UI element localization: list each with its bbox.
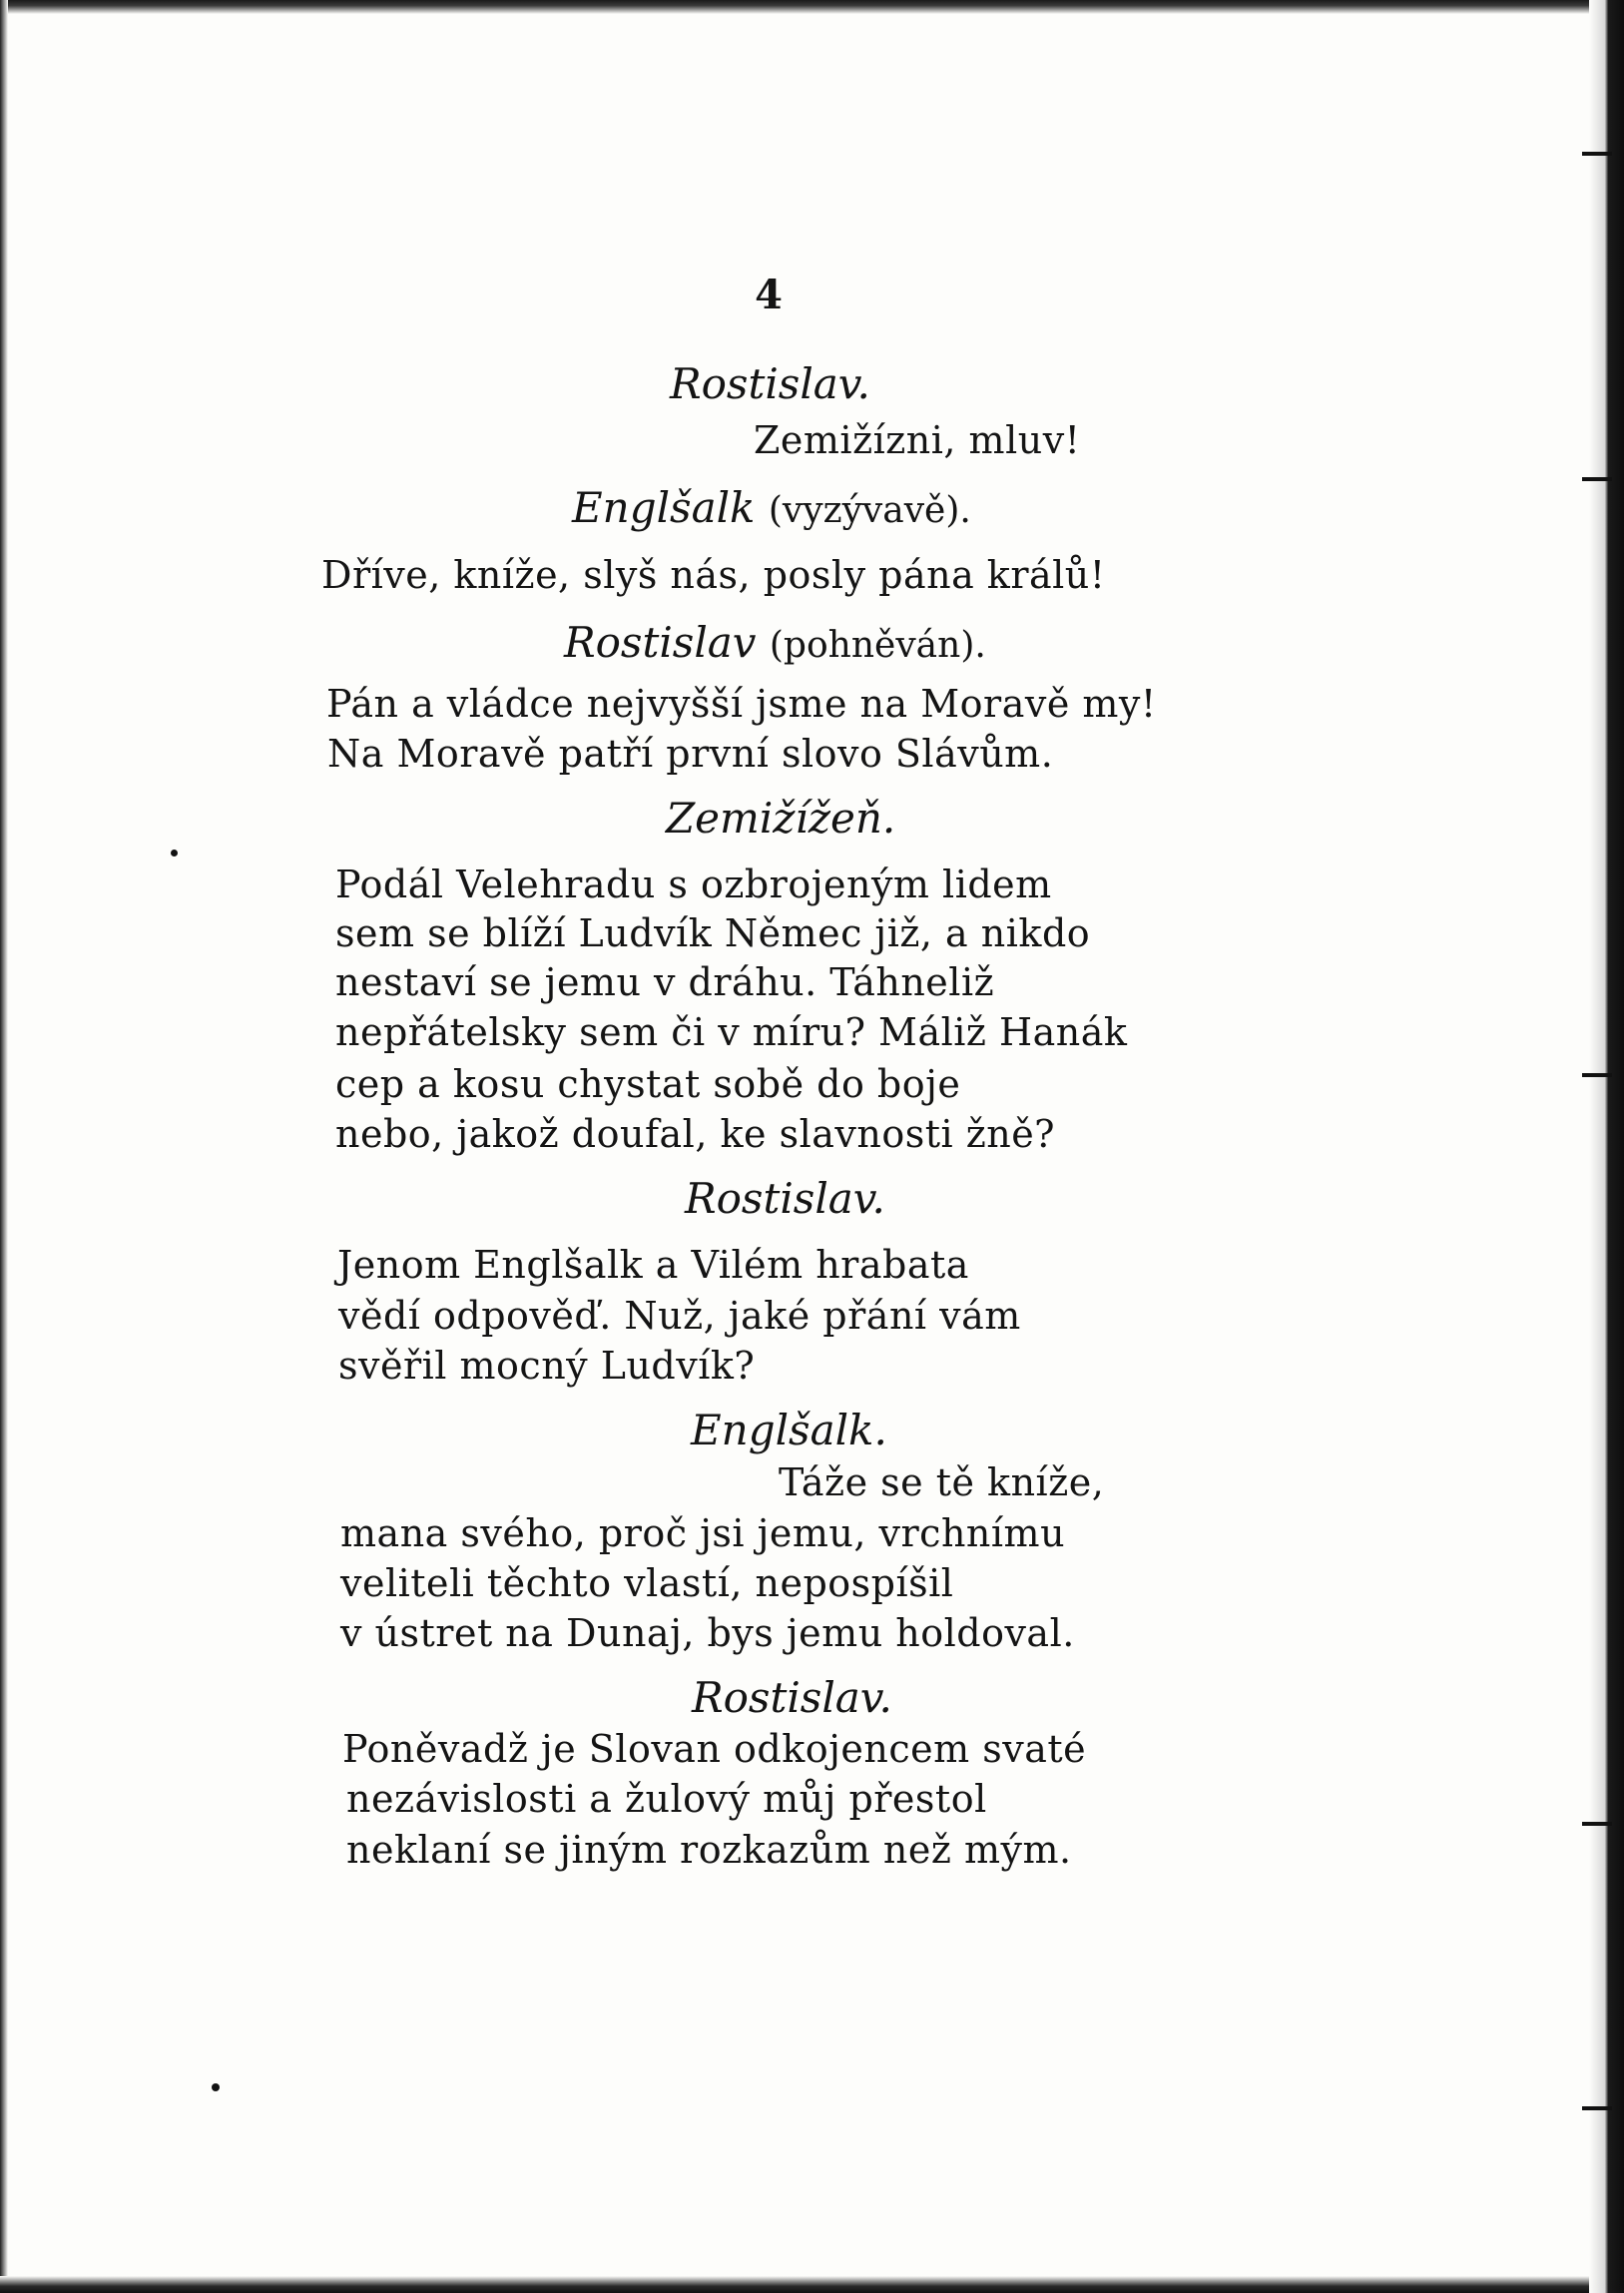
text-line: Zemižízni, mluv! xyxy=(754,418,1081,462)
text-line: svěřil mocný Ludvík? xyxy=(338,1344,756,1388)
text-line: nestaví se jemu v dráhu. Táhneliž xyxy=(335,960,995,1004)
binding-mark xyxy=(1582,1073,1612,1077)
text-line: vědí odpověď. Nuž, jaké přání vám xyxy=(338,1294,1021,1338)
speaker-name: Englšalk (vyzývavě). xyxy=(572,483,971,532)
text-line: nezávislosti a žulový můj přestol xyxy=(346,1777,987,1821)
speaker-name: Rostislav. xyxy=(685,1174,885,1223)
text-line: mana svého, proč jsi jemu, vrchnímu xyxy=(340,1511,1066,1555)
text-line: sem se blíží Ludvík Němec již, a nikdo xyxy=(335,911,1091,955)
text-line: Dříve, kníže, slyš nás, posly pána králů! xyxy=(321,553,1106,597)
text-line: neklaní se jiným rozkazům než mým. xyxy=(346,1828,1072,1872)
text-line: Poněvadž je Slovan odkojencem svaté xyxy=(342,1727,1087,1771)
speck xyxy=(171,850,178,857)
binding-mark xyxy=(1582,152,1612,156)
speaker-name: Rostislav. xyxy=(692,1673,892,1722)
speaker-name: Rostislav. xyxy=(670,359,870,408)
speaker-name: Rostislav (pohněván). xyxy=(564,618,986,667)
stage-direction: (pohněván). xyxy=(769,625,986,666)
speck xyxy=(212,2083,220,2091)
scan-edge-top xyxy=(0,0,1624,14)
text-line: veliteli těchto vlastí, nepospíšil xyxy=(340,1561,954,1605)
binding-mark xyxy=(1582,2106,1612,2110)
speaker-name: Zemižížeň. xyxy=(666,794,896,843)
text-line: Jenom Englšalk a Vilém hrabata xyxy=(337,1243,969,1287)
scan-edge-left xyxy=(0,0,8,2293)
speaker-name: Englšalk. xyxy=(691,1406,887,1454)
text-line: Podál Velehradu s ozbrojeným lidem xyxy=(335,862,1052,906)
text-line: Táže se tě kníže, xyxy=(779,1460,1105,1504)
page-number: 4 xyxy=(755,272,783,318)
binding-mark xyxy=(1582,477,1612,481)
binding-mark xyxy=(1582,1822,1612,1826)
text-line: nebo, jakož doufal, ke slavnosti žně? xyxy=(335,1112,1056,1156)
text-line: Na Moravě patří první slovo Slávům. xyxy=(327,732,1054,776)
stage-direction: (vyzývavě). xyxy=(768,490,971,531)
text-line: nepřátelsky sem či v míru? Máliž Hanák xyxy=(335,1010,1128,1054)
text-line: v ústret na Dunaj, bys jemu holdoval. xyxy=(340,1611,1075,1655)
text-line: Pán a vládce nejvyšší jsme na Moravě my! xyxy=(326,682,1157,726)
text-line: cep a kosu chystat sobě do boje xyxy=(335,1062,961,1106)
scan-edge-bottom xyxy=(0,2276,1624,2293)
book-binding-edge xyxy=(1589,0,1624,2293)
